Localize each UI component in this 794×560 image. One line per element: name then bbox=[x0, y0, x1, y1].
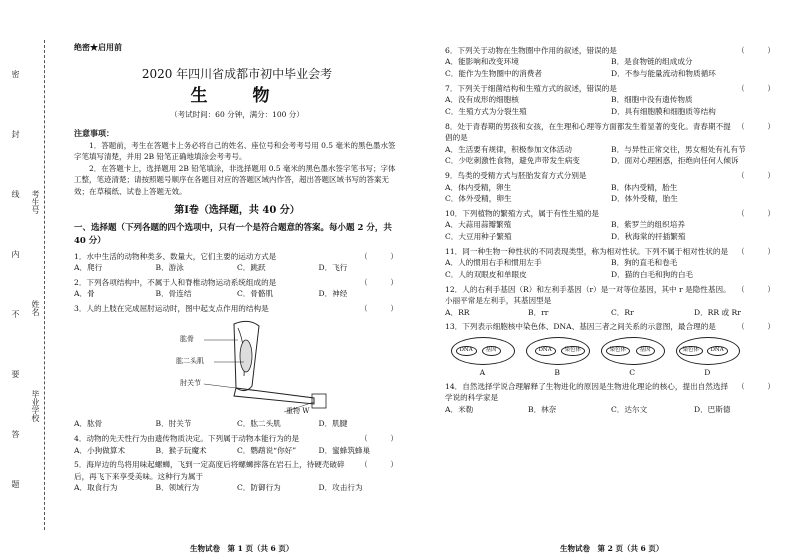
question-8: 8．处于青春期的男孩和女孩，在生理和心理等方面都发生着显著的变化。青春期不提倡的是 （ ） bbox=[445, 121, 775, 143]
options-11: A．人的惯用右手和惯用左手 B．狗的直毛和卷毛 C．人的双眼皮和单眼皮 D．猫的白毛和狗的白毛 bbox=[445, 258, 694, 280]
options-9: A．体内受精，卵生 B．体内受精，胎生 C．体外受精，卵生 D．体外受精，胎生 bbox=[445, 182, 678, 204]
question-13: 13．下列表示细胞核中染色体、DNA、基因三者之间关系的示意图，最合理的是 （ ） bbox=[445, 322, 775, 332]
diagram-d: 染色体 DNA bbox=[676, 337, 740, 365]
subject-title: 生 物 bbox=[190, 86, 284, 106]
question-5: 5．海岸边的鸟将用味起螺蛳，飞到一定高度后将螺蛳摔落在岩石上，待硬壳破碎后，再飞下来享受美味。这种行为属于 （ ） bbox=[74, 460, 398, 481]
question-12: 12．人的右利手基因（R）和左利手基因（r）是一对等位基因，其中 r 是隐性基因。小丽平常是左利手，其基因型是 （ ） bbox=[445, 284, 775, 306]
question-11: 11．同一种生物一种性状的不同表现类型，称为相对性状。下列不属于相对性状的是 （ ） bbox=[445, 247, 775, 256]
chromosome-diagrams bbox=[445, 337, 745, 365]
field-label: 考生号 bbox=[31, 190, 40, 214]
options-2: A．骨 B．骨连结 C．骨骼肌 D．神经 bbox=[74, 289, 348, 299]
note-2: 2．在答题卡上，选择题用 2B 铅笔填涂，非选择题用 0.5 毫米的黑色墨水签字笔书写；字体工整，笔迹清楚；请按照题号顺序在各题目对应的答题区域内作答，超出答题区域书写的答案无效；在草稿纸、试卷上答题无效。 bbox=[74, 163, 396, 197]
question-9: 9．鸟类的受精方式与胚胎发育方式分别是 （ ） bbox=[445, 171, 775, 181]
question-14: 14．自然选择学说合理解释了生物进化的原因是生物进化理论的核心，提出自然选择学说的科学家是 （ ） bbox=[445, 381, 775, 403]
options-7: A．没有成形的细胞核 B．细胞中没有遗传物质 C．生殖方式为分裂生殖 D．具有细胞膜和细胞质等结构 bbox=[445, 95, 716, 117]
confidential-label: 绝密★启用前 bbox=[74, 42, 122, 52]
label-elbow: 肘关节 bbox=[180, 379, 201, 388]
cut-char: 要 bbox=[11, 370, 20, 378]
options-5: A．取食行为 B．领域行为 C．防御行为 D．攻击行为 bbox=[74, 483, 363, 493]
exam-info: （考试时间：60 分钟，满分：100 分） bbox=[170, 110, 304, 119]
cut-line bbox=[44, 40, 45, 530]
footer-page-2: 生物试卷 第 2 页（共 6 页） bbox=[560, 544, 664, 553]
part-instructions: 一、选择题（下列各题的四个选项中，只有一个是符合题意的答案。每小题 2 分，共 40 分） bbox=[74, 223, 392, 246]
arm-figure bbox=[174, 316, 354, 416]
label-biceps: 肱二头肌 bbox=[176, 357, 204, 366]
cut-char: 封 bbox=[11, 130, 20, 138]
question-4: 4．动物的先天性行为由遗传物质决定。下列属于动物本能行为的是 （ ） bbox=[74, 434, 398, 444]
cut-char: 答 bbox=[11, 430, 20, 438]
diagram-b: DNA 染色体 bbox=[526, 337, 590, 365]
cut-char: 密 bbox=[11, 70, 20, 78]
section-title: 第Ⅰ卷（选择题，共 40 分） bbox=[174, 204, 300, 216]
question-2: 2．下列各项结构中，不属于人和脊椎动物运动系统组成的是 （ ） bbox=[74, 277, 398, 287]
options-3: A．肱骨 B．肘关节 C．肱二头肌 D．肌腱 bbox=[74, 419, 348, 429]
binding-margin bbox=[6, 40, 46, 540]
options-8: A．生活要有规律，积极参加文体活动 B．与异性正常交往，男女相处有礼有节 C．少吃刺激性食物，避免声带发生病变 D．面对心理困惑，拒绝向任何人倾诉 bbox=[445, 144, 746, 166]
question-6: 6．下列关于动物在生物圈中作用的叙述，错误的是 （ ） bbox=[445, 46, 775, 55]
options-6: A．能影响和改变环境 B．是食物链的组成成分 C．能作为生物圈中的消费者 D．不参与能量流动和物质循环 bbox=[445, 57, 716, 79]
options-4: A．小狗做算术 B．猴子玩魔术 C．鹦鹉说“你好” D．蜜蜂筑蜂巢 bbox=[74, 445, 371, 455]
options-1: A．爬行 B．游泳 C．跳跃 D．飞行 bbox=[74, 263, 348, 273]
footer-page-1: 生物试卷 第 1 页（共 6 页） bbox=[190, 544, 294, 553]
options-10: A．大蒜用蒜瓣繁殖 B．紫罗兰的组织培养 C．大豆用种子繁殖 D．秋海棠的扦插繁殖 bbox=[445, 220, 686, 242]
question-1: 1．水中生活的动物种类多、数量大，它们主要的运动方式是 （ ） bbox=[74, 251, 398, 261]
field-label: 毕业学校 bbox=[31, 390, 40, 422]
options-14: A．米勒 B．林奈 C．达尔文 D．巴斯德 bbox=[445, 404, 731, 414]
cut-char: 内 bbox=[11, 250, 20, 258]
diagram-labels: A B C D bbox=[479, 367, 711, 377]
diagram-a: DNA 基因 bbox=[451, 337, 515, 365]
cut-char: 线 bbox=[11, 190, 20, 198]
diagram-c: 染色体 基因 bbox=[601, 337, 665, 365]
question-3: 3．人的上肢在完成屈肘运动时，图中起支点作用的结构是 （ ） bbox=[74, 304, 398, 314]
label-humerus: 肱骨 bbox=[180, 335, 194, 344]
cut-char: 不 bbox=[11, 310, 20, 318]
note-1: 1．答题前，考生在答题卡上务必将自己的姓名、座位号和会考考号用 0.5 毫米的黑色墨水签字笔填写清楚，并用 2B 铅笔正确地填涂会考考号。 bbox=[74, 140, 396, 162]
question-10: 10．下列植物的繁殖方式，属于有性生殖的是 （ ） bbox=[445, 209, 775, 219]
field-label: 姓名 bbox=[31, 300, 40, 316]
cut-char: 题 bbox=[11, 480, 20, 488]
options-12: A．RR B．rr C．Rr D．RR 或 Rr bbox=[445, 307, 741, 317]
page-1 bbox=[74, 42, 400, 494]
exam-title: 2020 年四川省成都市初中毕业会考 bbox=[141, 67, 333, 81]
label-weight: 重物 W bbox=[286, 407, 310, 416]
page-2 bbox=[445, 42, 777, 415]
question-7: 7．下列关于细菌结构和生殖方式的叙述，错误的是 （ ） bbox=[445, 83, 775, 93]
notes-heading: 注意事项： bbox=[74, 128, 114, 138]
